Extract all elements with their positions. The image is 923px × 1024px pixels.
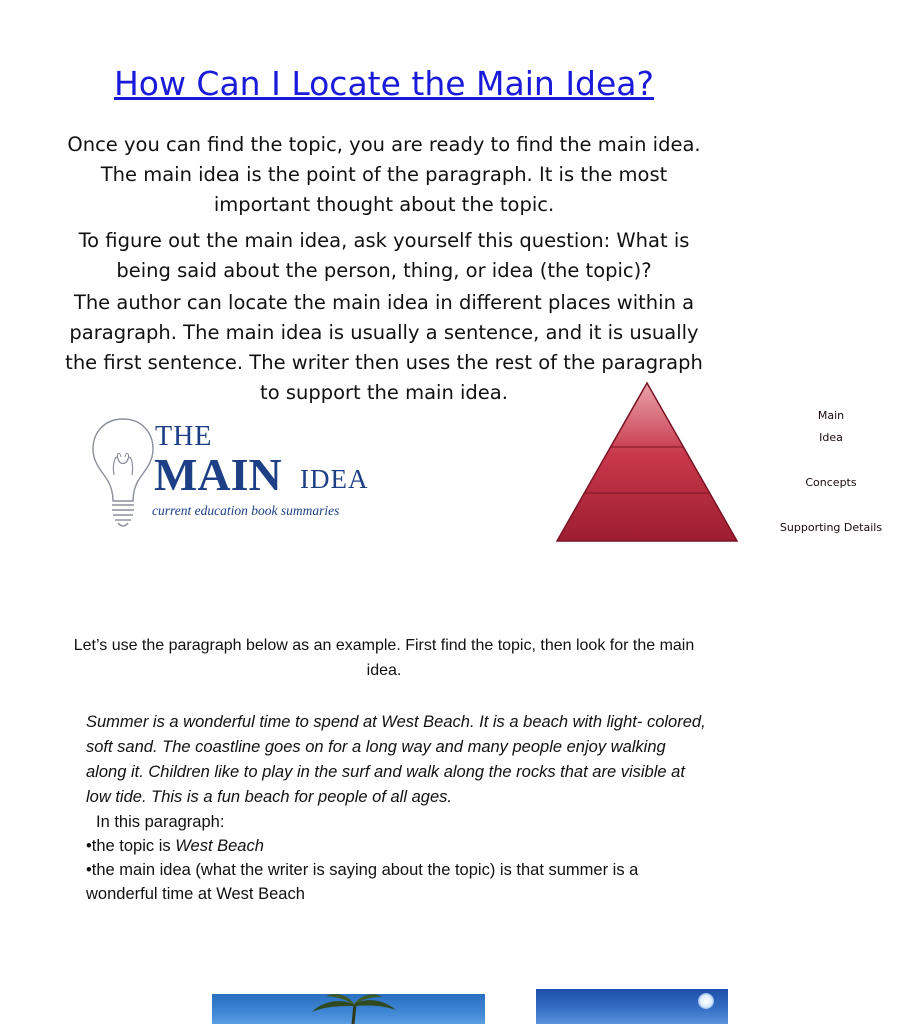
- page-title[interactable]: How Can I Locate the Main Idea?: [113, 64, 655, 103]
- logo-main: MAIN: [154, 449, 282, 500]
- pyramid-level-main: Main: [817, 409, 845, 422]
- example-in-this: In this paragraph:: [96, 813, 225, 831]
- beach-photo-right: [536, 989, 728, 1024]
- lightbulb-icon: [88, 413, 158, 533]
- logo-idea: IDEA: [300, 464, 369, 494]
- pyramid-level-concepts: Concepts: [805, 476, 857, 489]
- example-passage: Summer is a wonderful time to spend at West Beach. It is a beach with light- colored, soft sand. The coastline goes on for a long way and many people enjoy walking along it. Children like to play in the surf and walk along the rocks that are visible at low tide. This is a fun beach for people of all ages.: [86, 713, 706, 806]
- main-idea-pyramid: [555, 381, 883, 543]
- paragraph-topic: Once you can find the topic, you are ready to find the main idea. The main idea is the point of the paragraph. It is the most important thought about the topic.: [67, 133, 701, 216]
- pyramid-shape: [555, 381, 739, 543]
- example-intro: Let’s use the paragraph below as an example. First find the topic, then look for the main idea.: [73, 637, 695, 679]
- pyramid-level-idea: Idea: [819, 431, 843, 444]
- sun-icon: [698, 993, 714, 1009]
- paragraph-location: The author can locate the main idea in different places within a paragraph. The main idea is usually a sentence, and it is usually the first sentence. The writer then uses the rest of the paragraph to support the main idea.: [65, 291, 703, 404]
- main-idea-logo: [88, 413, 388, 533]
- logo-subtitle: current education book summaries: [152, 503, 340, 518]
- example-topic-prefix: •the topic is: [86, 837, 176, 855]
- logo-the: THE: [155, 421, 213, 452]
- beach-photo-left: [212, 994, 485, 1024]
- palm-tree-icon: [308, 994, 398, 1024]
- example-topic: West Beach: [175, 837, 264, 855]
- pyramid-level-supporting: Supporting Details: [779, 521, 883, 534]
- example-main-idea: •the main idea (what the writer is saying about the topic) is that summer is a wonderful time at West Beach: [86, 861, 639, 903]
- example-box: [86, 710, 706, 906]
- paragraph-question: To figure out the main idea, ask yourself this question: What is being said about the person, thing, or idea (the topic)?: [78, 229, 690, 282]
- example-topic-line: [86, 834, 706, 858]
